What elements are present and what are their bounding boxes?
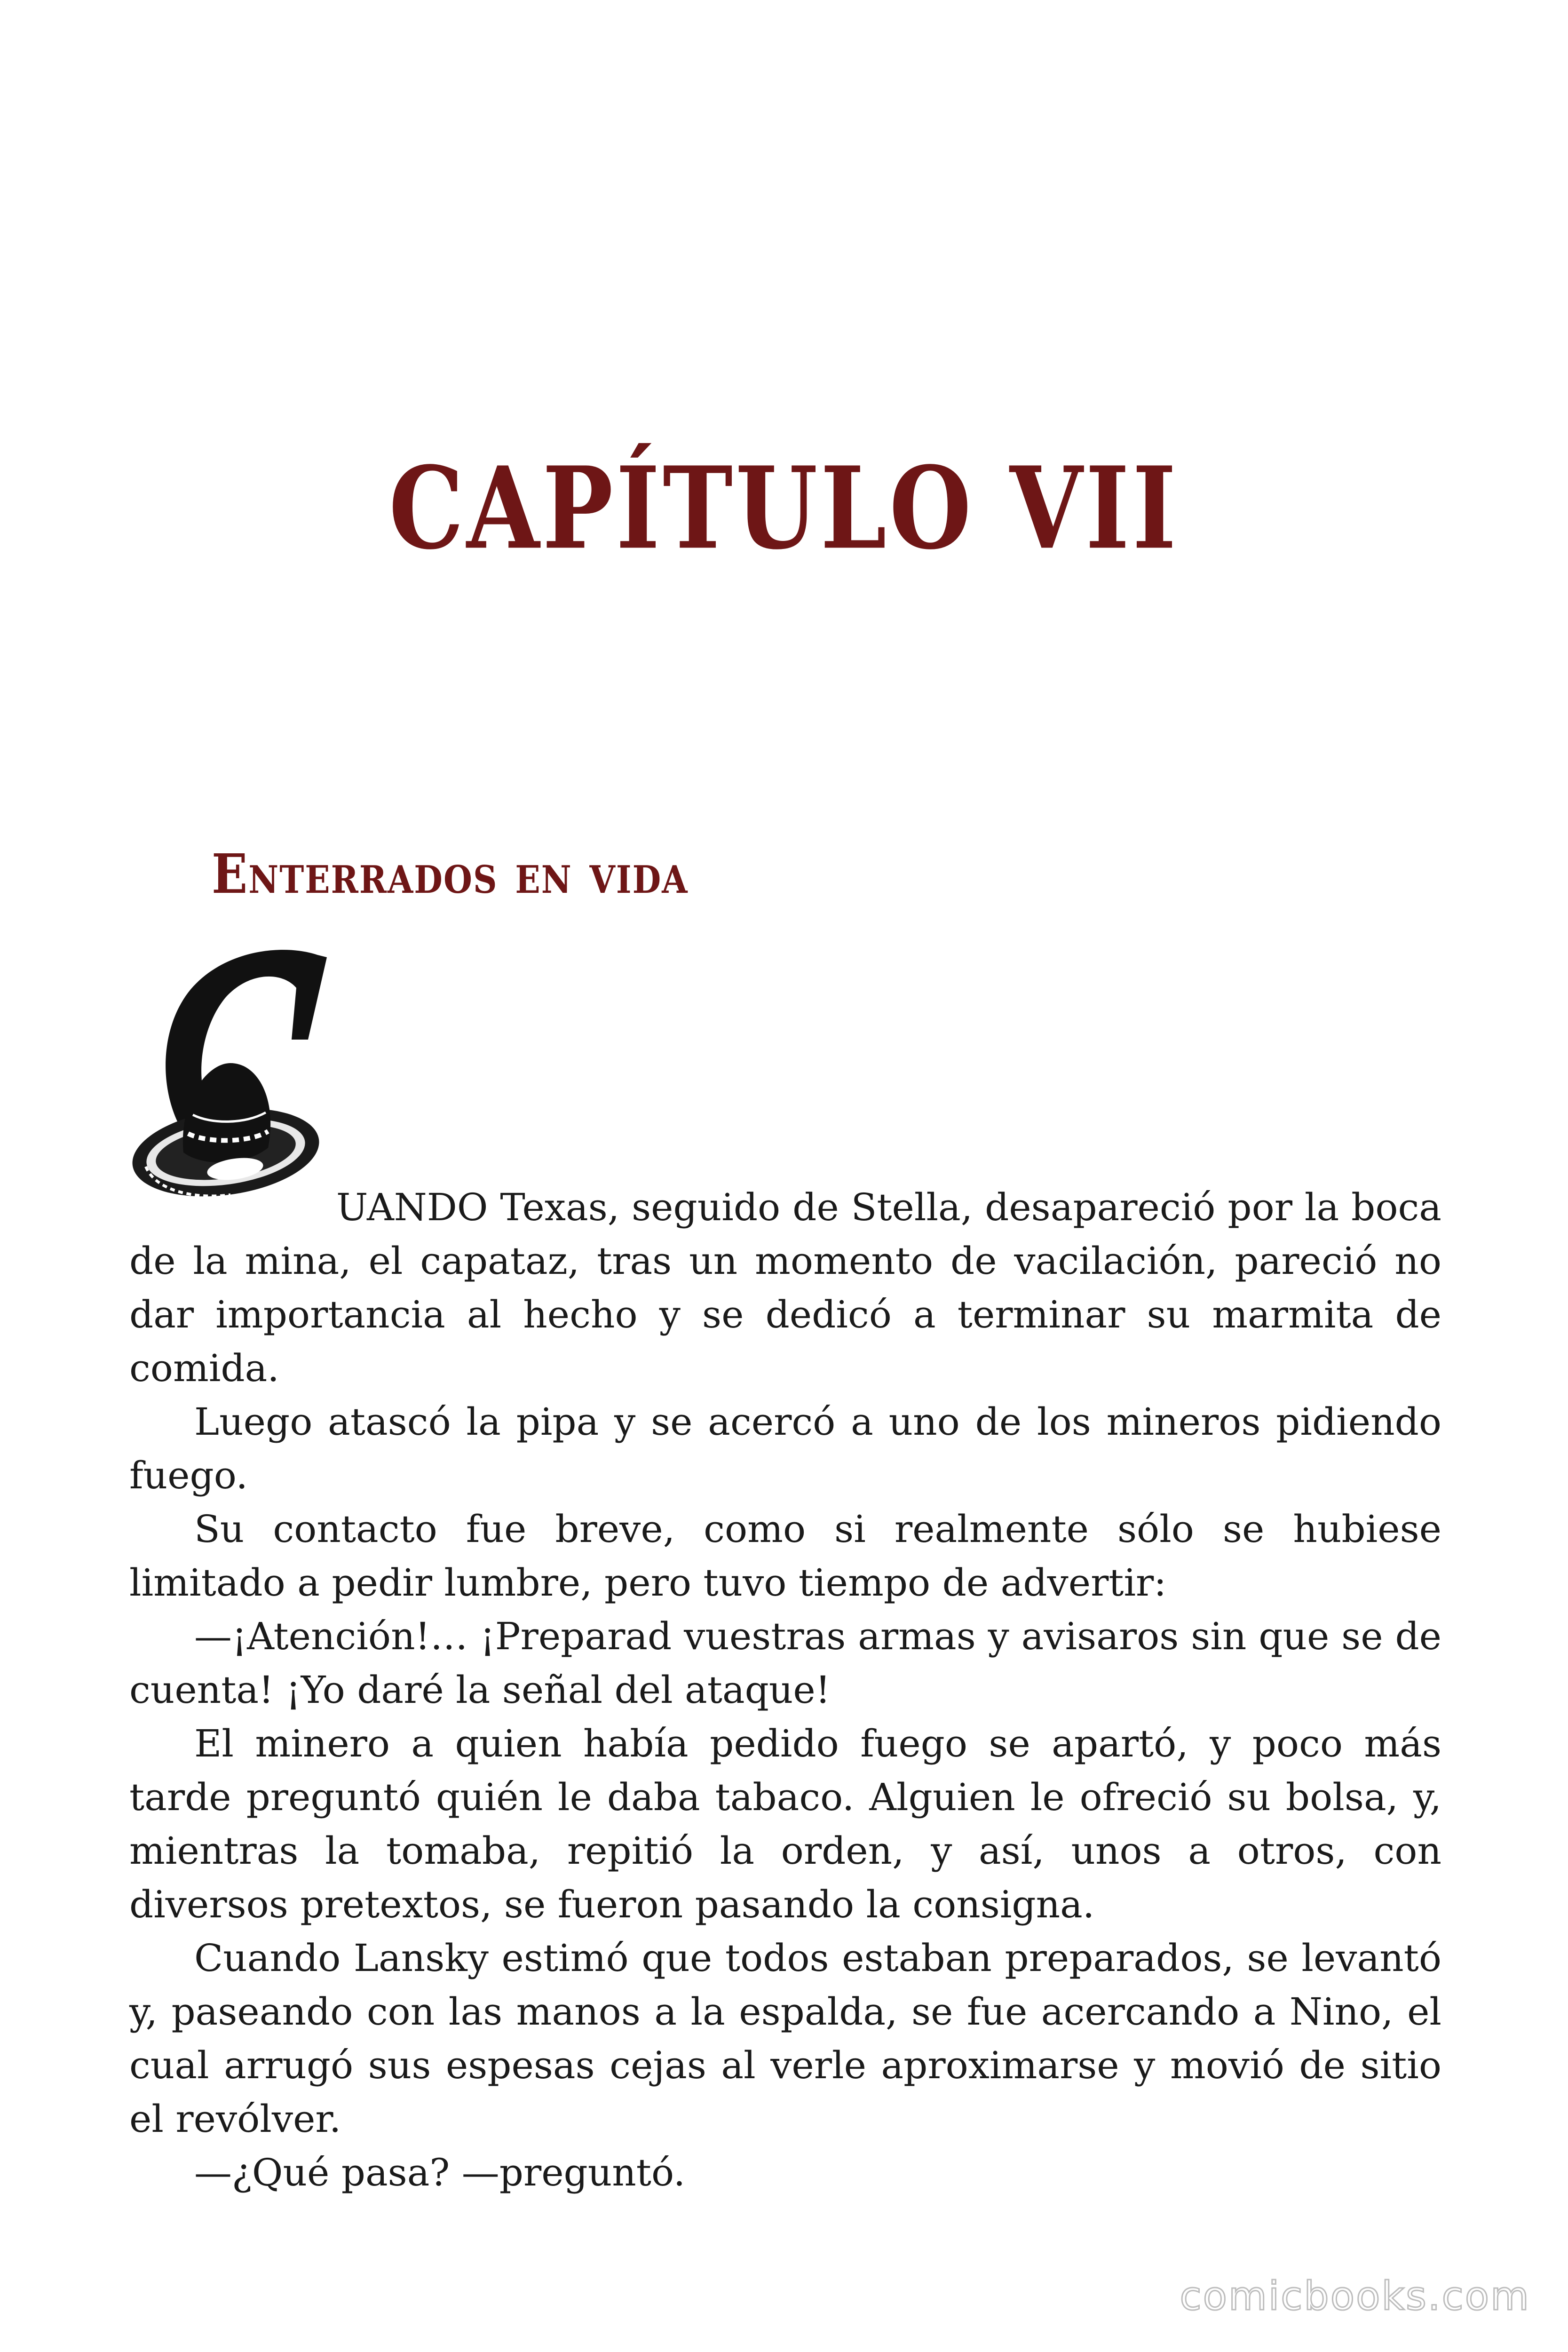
- paragraph-6: Cuando Lansky estimó que todos estaban preparados, se levantó y, paseando con las manos a la espalda, se fue acercando a Nino, el cual arrugó sus espesas cejas al verle aproximarse y movió de sitio el revólver.: [129, 1936, 1441, 2141]
- first-line: UANDO Texas, seguido de Stella, desapareció por la boca: [336, 1185, 1441, 1229]
- paragraph-2: Luego atascó la pipa y se acercó a uno de los mineros pidiendo fuego.: [129, 1400, 1441, 1497]
- paragraph-3: Su contacto fue breve, como si realmente sólo se hubiese limitado a pedir lumbre, pero tuvo tiempo de advertir:: [129, 1507, 1441, 1605]
- paragraph-5: El minero a quien había pedido fuego se apartó, y poco más tarde preguntó quién le daba tabaco. Alguien le ofreció su bolsa, y, mientras la tomaba, repitió la orden, y así, unos a otros, con diversos pretextos, se fueron pasando la consigna.: [129, 1722, 1441, 1926]
- paragraph-1: [129, 1181, 1441, 1395]
- section-title: Enterrados en vida: [212, 842, 689, 906]
- chapter-title: CAPÍTULO VII: [388, 442, 1180, 575]
- dropcap-illustration: [127, 946, 334, 1209]
- watermark-logo: comicbooks.com: [1180, 2273, 1530, 2319]
- paragraph-7: —¿Qué pasa? —preguntó.: [194, 2151, 686, 2194]
- paragraph-1-rest: de la mina, el capataz, tras un momento de vacilación, pareció no dar importancia al hecho y se dedicó a terminar su marmita de comida.: [129, 1239, 1441, 1390]
- chapter-body: [129, 1181, 1441, 2200]
- paragraph-4: —¡Atención!… ¡Preparad vuestras armas y avisaros sin que se de cuenta! ¡Yo daré la señal del ataque!: [129, 1614, 1441, 1712]
